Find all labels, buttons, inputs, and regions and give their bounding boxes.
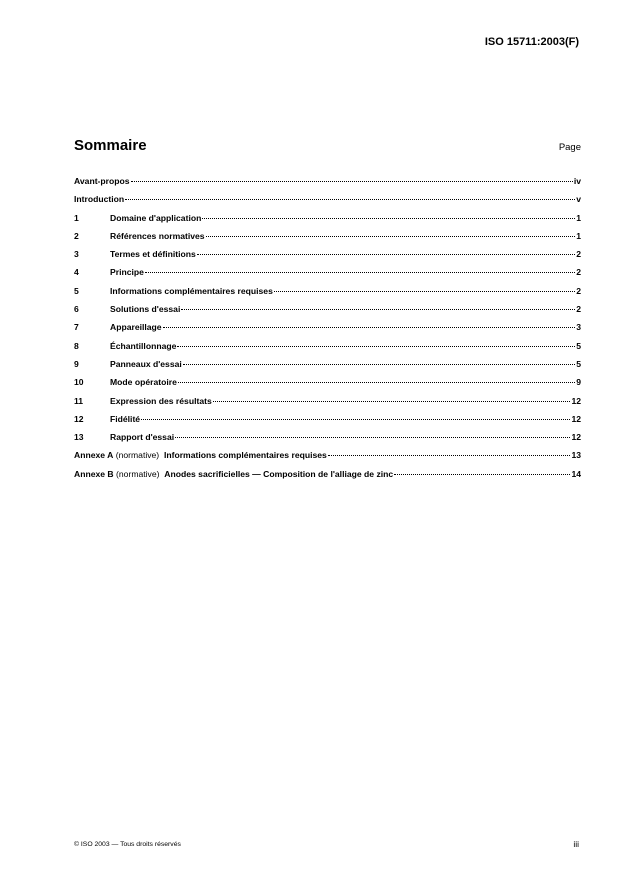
dot-leader [178, 382, 575, 383]
table-of-contents [74, 176, 581, 487]
toc-entry-number: 7 [74, 322, 79, 333]
toc-entry-label: Expression des résultats [110, 395, 212, 406]
toc-entry-clause-6[interactable] [74, 304, 581, 322]
toc-entry-page: v [576, 194, 581, 205]
toc-entry-clause-7[interactable] [74, 322, 581, 340]
copyright-notice: © ISO 2003 — Tous droits réservés [74, 841, 181, 848]
toc-entry-label: Échantillonnage [110, 340, 177, 351]
toc-entry-label: Principe [110, 267, 144, 278]
page-number: iii [573, 839, 579, 849]
annex-type: (normative) [115, 450, 160, 461]
toc-entry-label: Termes et définitions [110, 249, 196, 260]
dot-leader [177, 346, 575, 347]
toc-entry-label: Domaine d'application [110, 212, 202, 223]
toc-entry-page: 14 [571, 468, 581, 479]
toc-title-row [74, 137, 581, 154]
toc-entry-page: 13 [571, 450, 581, 461]
toc-entry-introduction[interactable] [74, 194, 581, 212]
dot-leader [394, 474, 570, 475]
toc-entry-label: Panneaux d'essai [110, 358, 182, 369]
toc-entry-number: 3 [74, 249, 79, 260]
toc-entry-page: iv [573, 176, 581, 186]
toc-entry-number: 6 [74, 304, 79, 315]
toc-entry-label: Rapport d'essai [110, 432, 175, 443]
toc-entry-clause-9[interactable] [74, 359, 581, 377]
toc-entry-label: Informations complémentaires requises [110, 285, 273, 296]
toc-entry-clause-12[interactable] [74, 414, 581, 432]
dot-leader [183, 364, 575, 365]
toc-entry-number: 12 [74, 413, 84, 424]
toc-entry-page: 9 [576, 377, 581, 388]
toc-entry-number: 8 [74, 340, 79, 351]
dot-leader [181, 309, 575, 310]
toc-entry-label: Anodes sacrificielles — Composition de l'alliage de zinc [164, 468, 394, 479]
toc-entry-clause-13[interactable] [74, 432, 581, 450]
annex-prefix: Annexe B [74, 468, 114, 479]
toc-entry-foreword[interactable] [74, 176, 581, 194]
toc-entry-clause-8[interactable] [74, 341, 581, 359]
toc-entry-page: 2 [576, 285, 581, 296]
dot-leader [202, 218, 575, 219]
toc-entry-page: 3 [576, 322, 581, 333]
toc-entry-clause-5[interactable] [74, 286, 581, 304]
toc-entry-annex-b[interactable] [74, 469, 581, 487]
dot-leader [328, 455, 571, 456]
toc-entry-label: Informations complémentaires requises [163, 450, 327, 461]
toc-entry-number: 2 [74, 230, 79, 241]
dot-leader [163, 327, 576, 328]
toc-entry-label: Fidélité [110, 413, 141, 424]
dot-leader [145, 272, 575, 273]
toc-entry-clause-3[interactable] [74, 249, 581, 267]
toc-page-column-label: Page [558, 142, 581, 153]
toc-entry-label: Avant-propos [74, 176, 130, 186]
toc-entry-number: 9 [74, 358, 79, 369]
dot-leader [131, 181, 573, 182]
toc-entry-page: 1 [576, 212, 581, 223]
toc-entry-clause-1[interactable] [74, 213, 581, 231]
document-reference: ISO 15711:2003(F) [484, 36, 579, 48]
toc-entry-page: 2 [576, 304, 581, 315]
toc-entry-number: 5 [74, 285, 79, 296]
toc-entry-label: Références normatives [110, 230, 205, 241]
dot-leader [175, 437, 570, 438]
toc-entry-label: Mode opératoire [110, 377, 177, 388]
toc-entry-clause-4[interactable] [74, 267, 581, 285]
toc-entry-page: 1 [576, 230, 581, 241]
dot-leader [141, 419, 570, 420]
dot-leader [213, 401, 571, 402]
dot-leader [206, 236, 576, 237]
toc-entry-clause-11[interactable] [74, 396, 581, 414]
toc-entry-clause-10[interactable] [74, 377, 581, 395]
toc-entry-number: 13 [74, 432, 84, 443]
dot-leader [125, 199, 575, 200]
dot-leader [197, 254, 575, 255]
toc-entry-page: 5 [576, 340, 581, 351]
toc-title: Sommaire [74, 137, 147, 154]
toc-entry-label: Solutions d'essai [110, 304, 181, 315]
toc-entry-page: 2 [576, 267, 581, 278]
toc-entry-page: 12 [571, 413, 581, 424]
annex-prefix: Annexe A [74, 450, 114, 461]
toc-entry-label: Introduction [74, 194, 125, 205]
toc-entry-page: 2 [576, 249, 581, 260]
annex-type: (normative) [116, 468, 160, 479]
toc-entry-page: 12 [571, 432, 581, 443]
toc-entry-label: Appareillage [110, 322, 162, 333]
toc-entry-number: 10 [74, 377, 84, 388]
toc-entry-page: 5 [576, 358, 581, 369]
toc-entry-number: 11 [74, 395, 84, 406]
toc-entry-number: 4 [74, 267, 79, 278]
toc-entry-page: 12 [571, 395, 581, 406]
toc-entry-number: 1 [74, 212, 79, 223]
toc-entry-clause-2[interactable] [74, 231, 581, 249]
toc-entry-annex-a[interactable] [74, 450, 581, 468]
dot-leader [274, 291, 575, 292]
